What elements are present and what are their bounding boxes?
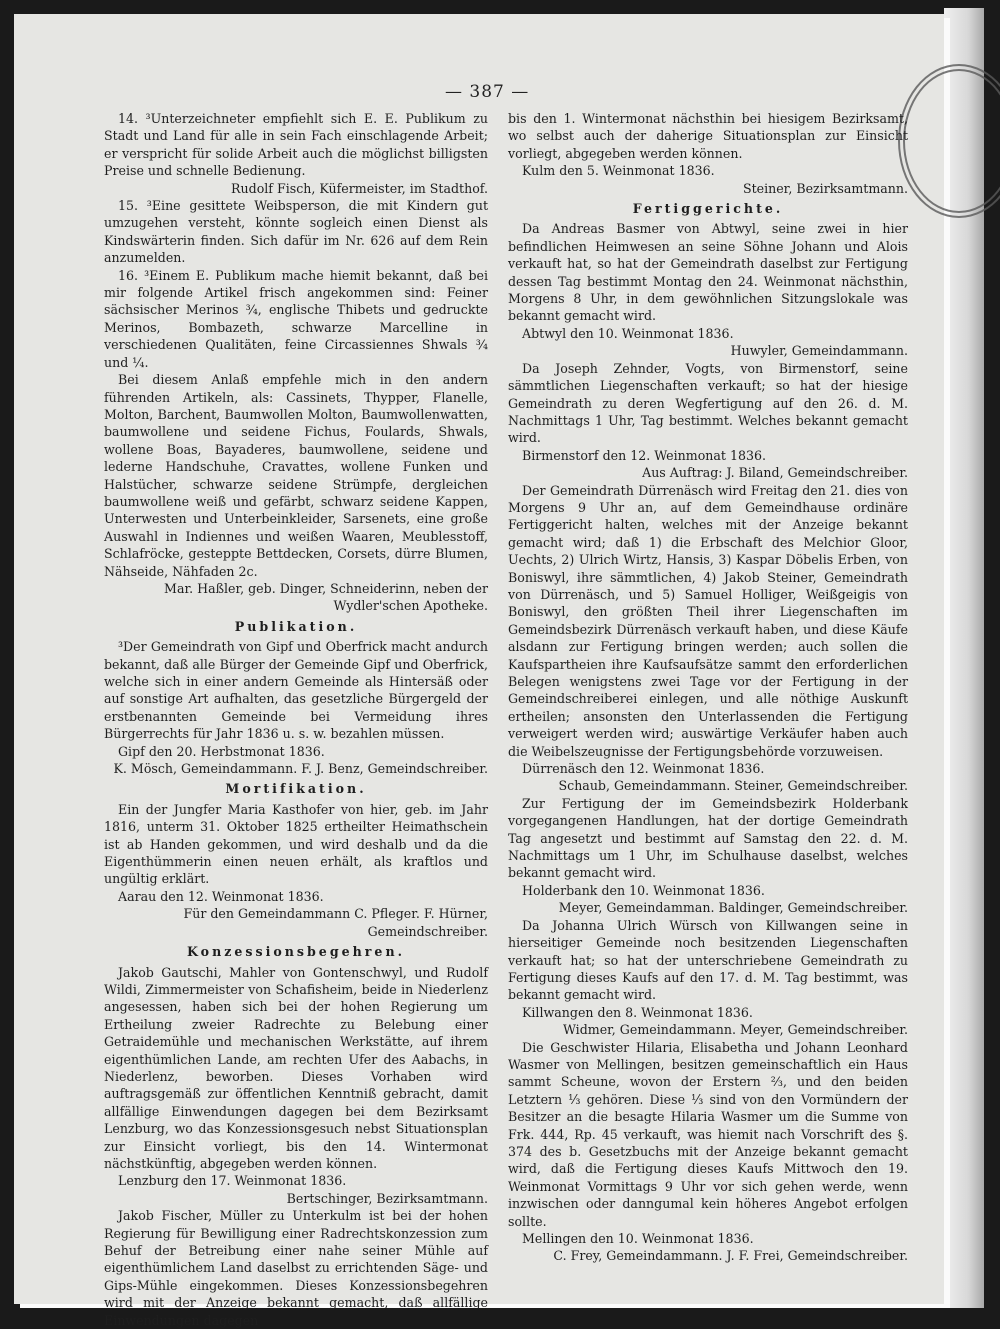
right-column-paragraph: Huwyler, Gemeindammann. [730, 343, 908, 359]
left-column-paragraph: Bei diesem Anlaß empfehle mich in den andern führenden Artikeln, als: Cassinets, Thypper, Flanelle, Molton, Barchent, Baumwollen Molton, Baumwollenwatten, baumwollene und seidene Fichus, Foulards, Shwals, wollene Boas, Bayaderes, baumwollene, seidene und lederne Handschuhe, Cravattes, wollene Funken und Halstücher, schwarze seidene Strümpfe, dergleichen baumwollene weiß und gefärbt, schwarz seidene Kappen, Unterwesten und Unterbeinkleider, Sarsenets, eine große Auswahl in Indiennes und weißen Waaren, Meublesstoff, Schlafröcke, gesteppte Bettdecken, Corsets, dürre Blumen, Nähseide, Nähfaden 2c. [104, 372, 488, 579]
left-column-paragraph: Mar. Haßler, geb. Dinger, Schneiderinn, neben der Wydler'schen Apotheke. [164, 580, 488, 614]
left-column-paragraph: Publikation. [234, 618, 358, 634]
right-column-paragraph: Da Joseph Zehnder, Vogts, von Birmenstorf, seine sämmtlichen Liegenschaften verkauft; so hat der hiesige Gemeindrath zu deren Wegfertigung auf den 26. d. M. Nachmittags 1 Uhr, Tag bestimmt. Welches bekannt gemacht wird. [508, 360, 908, 446]
left-column-paragraph: Jakob Fischer, Müller zu Unterkulm ist bei der hohen Regierung für Bewilligung einer Radrechtskonzession zum Behuf der Betreibung einer nahe seiner Mühle auf eigenthümlichem Land daselbst zu errichtenden Säge- und Gips-Mühle eingekommen. Dieses Konzessionsbegehren wird mit der Anzeige bekannt gemacht, daß allfällige Einwendungen dagegen [104, 1208, 488, 1328]
right-column [508, 110, 908, 1265]
left-column-paragraph: Mortifikation. [225, 781, 367, 797]
left-column-paragraph: 15. ³Eine gesittete Weibsperson, die mit Kindern gut umzugehen versteht, könnte sogleich einen Dienst als Kindswärterin finden. Sich dafür im Nr. 626 auf dem Rein anzumelden. [104, 198, 488, 266]
left-column-paragraph: Rudolf Fisch, Küfermeister, im Stadthof. [231, 180, 488, 196]
right-column-paragraph: Zur Fertigung der im Gemeindsbezirk Holderbank vorgegangenen Handlungen, hat der dortige Gemeindrath Tag angesetzt und bestimmt auf Samstag den 22. d. M. Nachmittags um 1 Uhr, im Schulhause daselbst, welches bekannt gemacht wird. [508, 795, 908, 881]
right-column-paragraph: bis den 1. Wintermonat nächsthin bei hiesigem Bezirksamt, wo selbst auch der daherige Situationsplan zur Einsicht vorliegt, abgegeben werden können. [508, 111, 908, 161]
left-column-paragraph: Aarau den 12. Weinmonat 1836. [118, 888, 324, 904]
right-column-paragraph: Schaub, Gemeindammann. Steiner, Gemeindschreiber. [558, 778, 908, 794]
left-column-paragraph: Konzessionsbegehren. [187, 944, 405, 960]
page-number: — 387 — [445, 82, 530, 102]
right-column-paragraph: Killwangen den 8. Weinmonat 1836. [522, 1004, 753, 1020]
left-column-paragraph: 14. ³Unterzeichneter empfiehlt sich E. E. Publikum zu Stadt und Land für alle in sein Fach einschlagende Arbeit; er verspricht für solide Arbeit auch die möglichst billigsten Preise und schnelle Bedienung. [104, 111, 488, 179]
right-column-paragraph: Fertiggerichte. [632, 201, 784, 217]
left-column-paragraph: Jakob Gautschi, Mahler von Gontenschwyl, und Rudolf Wildi, Zimmermeister von Schafisheim, beide in Niederlenz angesessen, haben sich bei der hohen Regierung um Ertheilung zweier Radrechte zu Belebung einer Getraidemühle und mechanischen Werkstätte, auf ihrem eigenthümlichen Lande, am rechten Ufer des Aabachs, in Niederlenz, beworben. Dieses Vorhaben wird auftragsgemäß zur öffentlichen Kenntniß gebracht, damit allfällige Einwendungen dagegen bei dem Bezirksamt Lenzburg, wo das Konzessionsgesuch nebst Situationsplan zur Einsicht vorliegt, bis den 14. Wintermonat nächstkünftig, abgegeben werden können. [104, 964, 488, 1171]
right-column-paragraph: Da Andreas Basmer von Abtwyl, seine zwei in hier befindlichen Heimwesen an seine Söhne Johann und Alois verkauft hat, so hat der Gemeindrath daselbst zur Fertigung dessen Tag bestimmt Montag den 24. Weinmonat nächsthin, Morgens 8 Uhr, in dem gewöhnlichen Sitzungslokale was bekannt gemacht wird. [508, 221, 908, 324]
right-column-paragraph: Abtwyl den 10. Weinmonat 1836. [522, 325, 734, 341]
right-column-paragraph: Aus Auftrag: J. Biland, Gemeindschreiber. [642, 465, 908, 481]
right-column-paragraph: Birmenstorf den 12. Weinmonat 1836. [522, 447, 767, 463]
right-column-paragraph: Kulm den 5. Weinmonat 1836. [522, 163, 715, 179]
left-column-paragraph: ³Der Gemeindrath von Gipf und Oberfrick macht andurch bekannt, daß alle Bürger der Gemeinde Gipf und Oberfrick, welche sich in einer andern Gemeinde als Hintersäß oder auf sonstige Art aufhalten, das gesetzliche Bürgergeld der erstbenannten Gemeinde bei Vermeidung ihres Bürgerrechts für Jahr 1836 u. s. w. bezahlen müssen. [104, 639, 488, 742]
right-column-paragraph: Die Geschwister Hilaria, Elisabetha und Johann Leonhard Wasmer von Mellingen, besitzen gemeinschaftlich ein Haus sammt Scheune, wovon der Erstern ⅔, und den beiden Letztern ⅓ gehören. Diese ⅓ sind von den Vormündern der Besitzer an die besagte Hilaria Wasmer um die Summe von Frk. 444, Rp. 45 verkauft, was hiemit nach Vorschrift des §. 374 des b. Gesetzbuchs mit der Anzeige bekannt gemacht wird, daß die Fertigung dieses Kaufs Mittwoch den 19. Weinmonat Vormittags 9 Uhr vor sich gehen werde, wenn inzwischen oder danngumal kein höheres Angebot erfolgen sollte. [508, 1039, 908, 1229]
right-column-paragraph: Meyer, Gemeindamman. Baldinger, Gemeindschreiber. [558, 900, 908, 916]
right-column-paragraph: Holderbank den 10. Weinmonat 1836. [522, 882, 765, 898]
right-column-paragraph: Mellingen den 10. Weinmonat 1836. [522, 1231, 754, 1246]
left-column-paragraph: Bertschinger, Bezirksamtmann. [286, 1190, 488, 1206]
right-column-paragraph: Der Gemeindrath Dürrenäsch wird Freitag den 21. dies von Morgens 9 Uhr an, auf dem Gemeindhause ordinäre Fertiggericht halten, welches mit der Anzeige bekannt gemacht wird; daß 1) die Erbschaft des Melchior Gloor, Uechts, 2) Ulrich Wirtz, Hansis, 3) Kaspar Döbelis Erben, von Boniswyl, ihre sämmtlichen, 4) Jakob Steiner, Gemeindrath von Dürrenäsch, und 5) Samuel Holliger, Weißgeigis von Boniswyl, den größten Theil ihrer Liegenschaften im Gemeindsbezirk Dürrenäsch verkauft haben, und diese Käufe alsdann zur Fertigung bringen werden; auch sollen die Kaufspartheien ihre Kaufsaufsätze sammt den erforderlichen Belegen wenigstens zwei Tage vor der Fertigung in der Gemeindschreiberei einlegen, und alle nöthige Auskunft ertheilen; ansonsten den Unterlassenden die Fertigung verweigert werden wird; auswärtige Verkäufer haben auch die Weibelszeugnisse der Fertigungsbehörde vorzuweisen. [508, 482, 908, 759]
left-column-paragraph: Ein der Jungfer Maria Kasthofer von hier, geb. im Jahr 1816, unterm 31. Oktober 1825 ertheilter Heimathschein ist ab Handen gekommen, und wird deshalb und da die Eigenthümmerin einen neuen erhält, als kraftlos und ungültig erklärt. [104, 801, 488, 887]
left-column-paragraph: K. Mösch, Gemeindammann. F. J. Benz, Gemeindschreiber. [113, 761, 488, 777]
left-column-paragraph: Lenzburg den 17. Weinmonat 1836. [118, 1173, 347, 1189]
right-column-paragraph: Widmer, Gemeindammann. Meyer, Gemeindschreiber. [562, 1022, 908, 1038]
right-column-paragraph: Dürrenäsch den 12. Weinmonat 1836. [522, 761, 765, 777]
left-column [104, 110, 488, 1329]
right-column-paragraph: Steiner, Bezirksamtmann. [742, 180, 908, 196]
right-column-paragraph: Da Johanna Ulrich Würsch von Killwangen seine in hierseitiger Gemeinde noch besitzenden Liegenschaften verkauft hat; so hat der unterschriebene Gemeindrath zu Fertigung dieses Kaufs auf den 17. d. M. Tag bestimmt, was bekannt gemacht wird. [508, 917, 908, 1003]
left-column-paragraph: Für den Gemeindammann C. Pfleger. F. Hürner, Gemeindschreiber. [183, 906, 488, 939]
right-column-paragraph: C. Frey, Gemeindammann. J. F. Frei, Gemeindschreiber. [553, 1248, 908, 1264]
left-column-paragraph: Gipf den 20. Herbstmonat 1836. [118, 743, 325, 759]
left-column-paragraph: 16. ³Einem E. Publikum mache hiemit bekannt, daß bei mir folgende Artikel frisch angekommen sind: Feiner sächsischer Merinos ¾, englische Thibets und gedruckte Merinos, Bombazeth, schwarze Marcelline in verschiedenen Qualitäten, feine Circassiennes Shwals ¾ und ¼. [104, 267, 488, 370]
